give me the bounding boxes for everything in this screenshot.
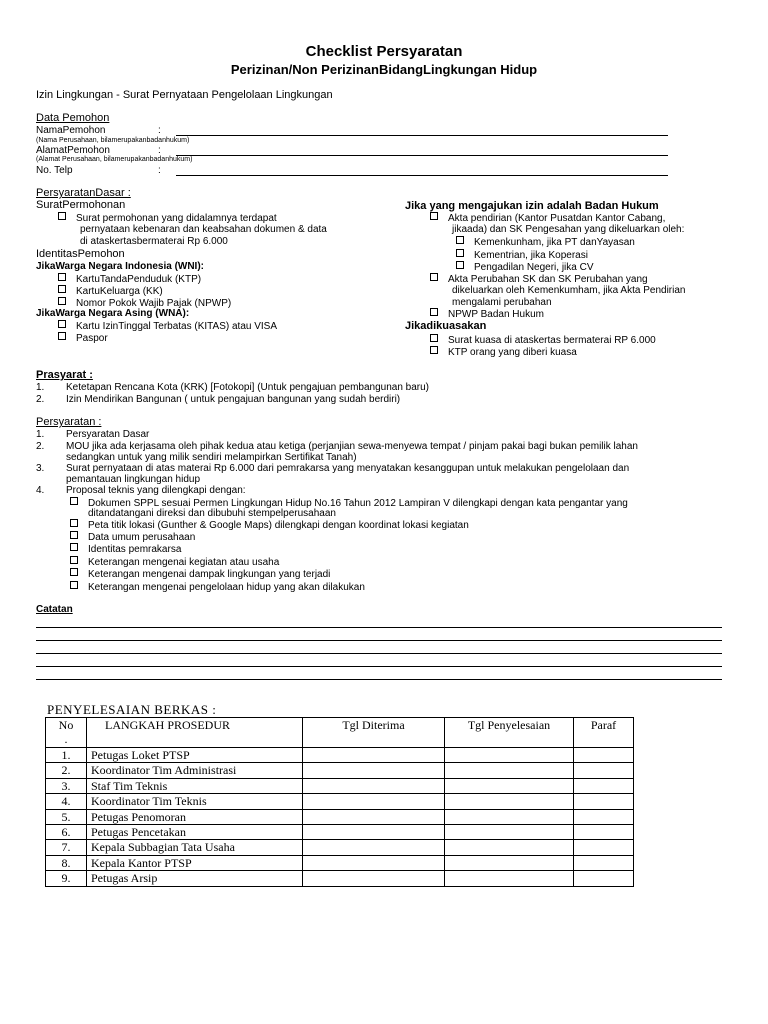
proposal-item-label: Keterangan mengenai pengelolaan hidup yang akan dilakukan bbox=[88, 582, 365, 593]
npwp-badan-label: NPWP Badan Hukum bbox=[448, 309, 544, 320]
checkbox-icon[interactable] bbox=[456, 261, 464, 269]
row-no: 7. bbox=[46, 840, 87, 855]
perubahan-line-2: dikeluarkan oleh Kemenkumham, jika Akta Pendirian bbox=[452, 285, 686, 296]
row-tgl-penyelesaian[interactable] bbox=[445, 809, 574, 824]
row-tgl-diterima[interactable] bbox=[303, 824, 445, 839]
proposal-item-label: Dokumen SPPL sesuai Permen Lingkungan Hidup No.16 Tahun 2012 Lampiran V dilengkapi dengan kata pengantar yang bbox=[88, 498, 628, 509]
col-paraf: Paraf bbox=[574, 718, 634, 748]
kuasa-item-ktp bbox=[430, 346, 577, 359]
row-tgl-diterima[interactable] bbox=[303, 840, 445, 855]
telp-label: No. Telp bbox=[36, 165, 73, 176]
proposal-item-cont: ditandatangani direksi dan dibubuhi stempelperusahaan bbox=[88, 508, 336, 519]
proposal-item-pengelolaan bbox=[70, 581, 365, 594]
persyaratan-num: 4. bbox=[36, 485, 45, 496]
permit-type: Izin Lingkungan - Surat Pernyataan Pengelolaan Lingkungan bbox=[36, 89, 333, 101]
table-header-row bbox=[46, 718, 634, 748]
row-no: 6. bbox=[46, 824, 87, 839]
table-row bbox=[46, 794, 634, 809]
row-tgl-penyelesaian[interactable] bbox=[445, 794, 574, 809]
alamat-pemohon-note: (Alamat Perusahaan, bilamerupakanbadanhukum) bbox=[36, 156, 193, 163]
checkbox-icon[interactable] bbox=[430, 273, 438, 281]
row-paraf[interactable] bbox=[574, 778, 634, 793]
proposal-item-label: Keterangan mengenai kegiatan atau usaha bbox=[88, 557, 280, 568]
checkbox-icon[interactable] bbox=[58, 273, 66, 281]
table-row bbox=[46, 824, 634, 839]
checkbox-icon[interactable] bbox=[58, 212, 66, 220]
col-no bbox=[46, 718, 87, 748]
prasyarat-num: 2. bbox=[36, 394, 45, 405]
surat-line-3: di ataskertasbermaterai Rp 6.000 bbox=[80, 236, 228, 247]
row-no: 1. bbox=[46, 748, 87, 763]
checkbox-icon[interactable] bbox=[58, 320, 66, 328]
persyaratan-num: 1. bbox=[36, 429, 45, 440]
persyaratan-dasar-heading: PersyaratanDasar : bbox=[36, 187, 131, 199]
row-no: 4. bbox=[46, 794, 87, 809]
row-paraf[interactable] bbox=[574, 794, 634, 809]
row-tgl-penyelesaian[interactable] bbox=[445, 871, 574, 886]
row-step: Petugas Pencetakan bbox=[87, 824, 303, 839]
akta-sub-label: Kemenkunham, jika PT danYayasan bbox=[474, 237, 635, 248]
page-title: Checklist Persyaratan bbox=[305, 43, 463, 60]
akta-line-1: Akta pendirian (Kantor Pusatdan Kantor Cabang, bbox=[448, 213, 666, 224]
checkbox-icon[interactable] bbox=[430, 334, 438, 342]
checkbox-icon[interactable] bbox=[58, 285, 66, 293]
row-paraf[interactable] bbox=[574, 871, 634, 886]
row-step: Petugas Loket PTSP bbox=[87, 748, 303, 763]
col-tgl-diterima: Tgl Diterima bbox=[303, 718, 445, 748]
nama-pemohon-field[interactable] bbox=[176, 135, 668, 136]
col-no-dot: . bbox=[64, 732, 68, 747]
prasyarat-item: Ketetapan Rencana Kota (KRK) [Fotokopi] (Untuk pengajuan pembangunan baru) bbox=[66, 382, 430, 393]
row-step: Kepala Kantor PTSP bbox=[87, 855, 303, 870]
row-paraf[interactable] bbox=[574, 824, 634, 839]
proposal-item-identitas bbox=[70, 543, 181, 556]
persyaratan-item: Persyaratan Dasar bbox=[66, 429, 150, 440]
wna-item-paspor bbox=[58, 332, 108, 345]
row-step: Kepala Subbagian Tata Usaha bbox=[87, 840, 303, 855]
row-step: Staf Tim Teknis bbox=[87, 778, 303, 793]
page-subtitle: Perizinan/Non PerizinanBidangLingkungan Hidup bbox=[230, 62, 538, 77]
row-tgl-diterima[interactable] bbox=[303, 778, 445, 793]
prasyarat-item: Izin Mendirikan Bangunan ( untuk pengajuan bangunan yang sudah berdiri) bbox=[66, 394, 401, 405]
wni-heading: JikaWarga Negara Indonesia (WNI): bbox=[36, 261, 204, 272]
row-paraf[interactable] bbox=[574, 763, 634, 778]
catatan-line[interactable] bbox=[36, 640, 722, 641]
akta-sub-label: Kementrian, jika Koperasi bbox=[474, 250, 588, 261]
row-paraf[interactable] bbox=[574, 809, 634, 824]
row-tgl-diterima[interactable] bbox=[303, 748, 445, 763]
checkbox-icon[interactable] bbox=[70, 543, 78, 551]
proposal-item-label: Keterangan mengenai dampak lingkungan yang terjadi bbox=[88, 569, 331, 580]
nama-pemohon-label: NamaPemohon bbox=[36, 125, 106, 136]
wni-item-label: KartuKeluarga (KK) bbox=[76, 286, 163, 297]
persyaratan-item-cont: pemantauan lingkungan hidup bbox=[66, 474, 200, 485]
checkbox-icon[interactable] bbox=[70, 531, 78, 539]
akta-line-2: jikaada) dan SK Pengesahan yang dikeluarkan oleh: bbox=[452, 224, 685, 235]
row-paraf[interactable] bbox=[574, 840, 634, 855]
wna-heading: JikaWarga Negara Asing (WNA): bbox=[36, 308, 190, 319]
checkbox-icon[interactable] bbox=[430, 346, 438, 354]
nama-colon: : bbox=[158, 125, 161, 136]
table-row bbox=[46, 855, 634, 870]
row-tgl-diterima[interactable] bbox=[303, 794, 445, 809]
row-no: 2. bbox=[46, 763, 87, 778]
row-tgl-penyelesaian[interactable] bbox=[445, 855, 574, 870]
wna-item-label: Paspor bbox=[76, 333, 108, 344]
row-tgl-penyelesaian[interactable] bbox=[445, 840, 574, 855]
proposal-item-label: Data umum perusahaan bbox=[88, 532, 196, 543]
alamat-pemohon-field[interactable] bbox=[176, 155, 668, 156]
data-pemohon-heading: Data Pemohon bbox=[36, 112, 110, 124]
catatan-heading: Catatan bbox=[36, 604, 73, 615]
wni-item-label: KartuTandaPenduduk (KTP) bbox=[76, 274, 202, 285]
telp-field[interactable] bbox=[176, 175, 668, 176]
row-step: Koordinator Tim Teknis bbox=[87, 794, 303, 809]
checkbox-icon[interactable] bbox=[430, 212, 438, 220]
surat-line-2: pernyataan kebenaran dan keabsahan dokumen & data bbox=[80, 224, 327, 235]
wna-item-label: Kartu IzinTinggal Terbatas (KITAS) atau VISA bbox=[76, 321, 278, 332]
checkbox-icon[interactable] bbox=[456, 236, 464, 244]
persyaratan-item: Surat pernyataan di atas materai Rp 6.000 dari pemrakarsa yang menyatakan kesanggupan untuk melakukan pengelolaan dan bbox=[66, 463, 630, 474]
kuasa-item-label: KTP orang yang diberi kuasa bbox=[448, 347, 577, 358]
persyaratan-item: MOU jika ada kerjasama oleh pihak kedua atau ketiga (perjanjian sewa-menyewa tempat / pinjam pakai bagi bukan pemilik lahan bbox=[66, 441, 638, 452]
persyaratan-item: Proposal teknis yang dilengkapi dengan: bbox=[66, 485, 246, 496]
wni-item-label: Nomor Pokok Wajib Pajak (NPWP) bbox=[76, 298, 232, 309]
persyaratan-num: 2. bbox=[36, 441, 45, 452]
akta-sub-label: Pengadilan Negeri, jika CV bbox=[474, 262, 594, 273]
row-step: Petugas Arsip bbox=[87, 871, 303, 886]
checkbox-icon[interactable] bbox=[70, 581, 78, 589]
table-row bbox=[46, 748, 634, 763]
row-tgl-penyelesaian[interactable] bbox=[445, 748, 574, 763]
penyelesaian-heading: PENYELESAIAN BERKAS : bbox=[47, 702, 217, 717]
row-tgl-diterima[interactable] bbox=[303, 855, 445, 870]
telp-colon: : bbox=[158, 165, 161, 176]
row-paraf[interactable] bbox=[574, 748, 634, 763]
kuasa-item-label: Surat kuasa di ataskertas bermaterai RP 6.000 bbox=[448, 335, 656, 346]
checkbox-icon[interactable] bbox=[70, 568, 78, 576]
identitas-heading: IdentitasPemohon bbox=[36, 248, 125, 260]
perubahan-line-1: Akta Perubahan SK dan SK Perubahan yang bbox=[448, 274, 648, 285]
proposal-item-label: Peta titik lokasi (Gunther & Google Maps) dilengkapi dengan koordinat lokasi kegiatan bbox=[88, 520, 469, 531]
row-tgl-diterima[interactable] bbox=[303, 809, 445, 824]
checkbox-icon[interactable] bbox=[70, 556, 78, 564]
persyaratan-heading: Persyaratan : bbox=[36, 416, 102, 428]
table-row bbox=[46, 763, 634, 778]
row-tgl-penyelesaian[interactable] bbox=[445, 778, 574, 793]
prasyarat-heading: Prasyarat : bbox=[36, 369, 93, 381]
col-no-label: No bbox=[58, 718, 74, 732]
surat-line-1: Surat permohonan yang didalamnya terdapat bbox=[76, 213, 277, 224]
checkbox-icon[interactable] bbox=[70, 497, 78, 505]
kuasa-heading: Jikadikuasakan bbox=[405, 320, 487, 332]
row-tgl-diterima[interactable] bbox=[303, 763, 445, 778]
table-row bbox=[46, 778, 634, 793]
row-no: 8. bbox=[46, 855, 87, 870]
nama-pemohon-note: (Nama Perusahaan, bilamerupakanbadanhukum) bbox=[36, 137, 190, 144]
checkbox-icon[interactable] bbox=[456, 249, 464, 257]
prasyarat-num: 1. bbox=[36, 382, 45, 393]
row-no: 5. bbox=[46, 809, 87, 824]
col-langkah: LANGKAH PROSEDUR bbox=[87, 718, 303, 748]
checkbox-icon[interactable] bbox=[430, 308, 438, 316]
row-tgl-penyelesaian[interactable] bbox=[445, 763, 574, 778]
badan-hukum-heading: Jika yang mengajukan izin adalah Badan Hukum bbox=[405, 200, 659, 212]
alamat-colon: : bbox=[158, 145, 161, 156]
table-row bbox=[46, 871, 634, 886]
row-no: 9. bbox=[46, 871, 87, 886]
penyelesaian-table bbox=[45, 717, 634, 887]
catatan-line[interactable] bbox=[36, 627, 722, 628]
table-row bbox=[46, 840, 634, 855]
akta-sub-kemenkunham bbox=[456, 236, 635, 249]
alamat-pemohon-label: AlamatPemohon bbox=[36, 145, 110, 156]
table-row bbox=[46, 809, 634, 824]
perubahan-line-3: mengalami perubahan bbox=[452, 297, 552, 308]
proposal-item-dampak bbox=[70, 568, 330, 581]
surat-permohonan-heading: SuratPermohonan bbox=[36, 199, 126, 211]
row-no: 3. bbox=[46, 778, 87, 793]
row-step: Koordinator Tim Administrasi bbox=[87, 763, 303, 778]
row-tgl-penyelesaian[interactable] bbox=[445, 824, 574, 839]
row-paraf[interactable] bbox=[574, 855, 634, 870]
row-tgl-diterima[interactable] bbox=[303, 871, 445, 886]
catatan-line[interactable] bbox=[36, 666, 722, 667]
checkbox-icon[interactable] bbox=[70, 519, 78, 527]
catatan-line[interactable] bbox=[36, 653, 722, 654]
checkbox-icon[interactable] bbox=[58, 332, 66, 340]
checkbox-icon[interactable] bbox=[58, 297, 66, 305]
col-tgl-penyelesaian: Tgl Penyelesaian bbox=[445, 718, 574, 748]
persyaratan-item-cont: sedangkan untuk yang milik sendiri melampirkan Sertifikat Tanah) bbox=[66, 452, 357, 463]
persyaratan-num: 3. bbox=[36, 463, 45, 474]
proposal-item-label: Identitas pemrakarsa bbox=[88, 544, 182, 555]
catatan-line[interactable] bbox=[36, 679, 722, 680]
row-step: Petugas Penomoran bbox=[87, 809, 303, 824]
